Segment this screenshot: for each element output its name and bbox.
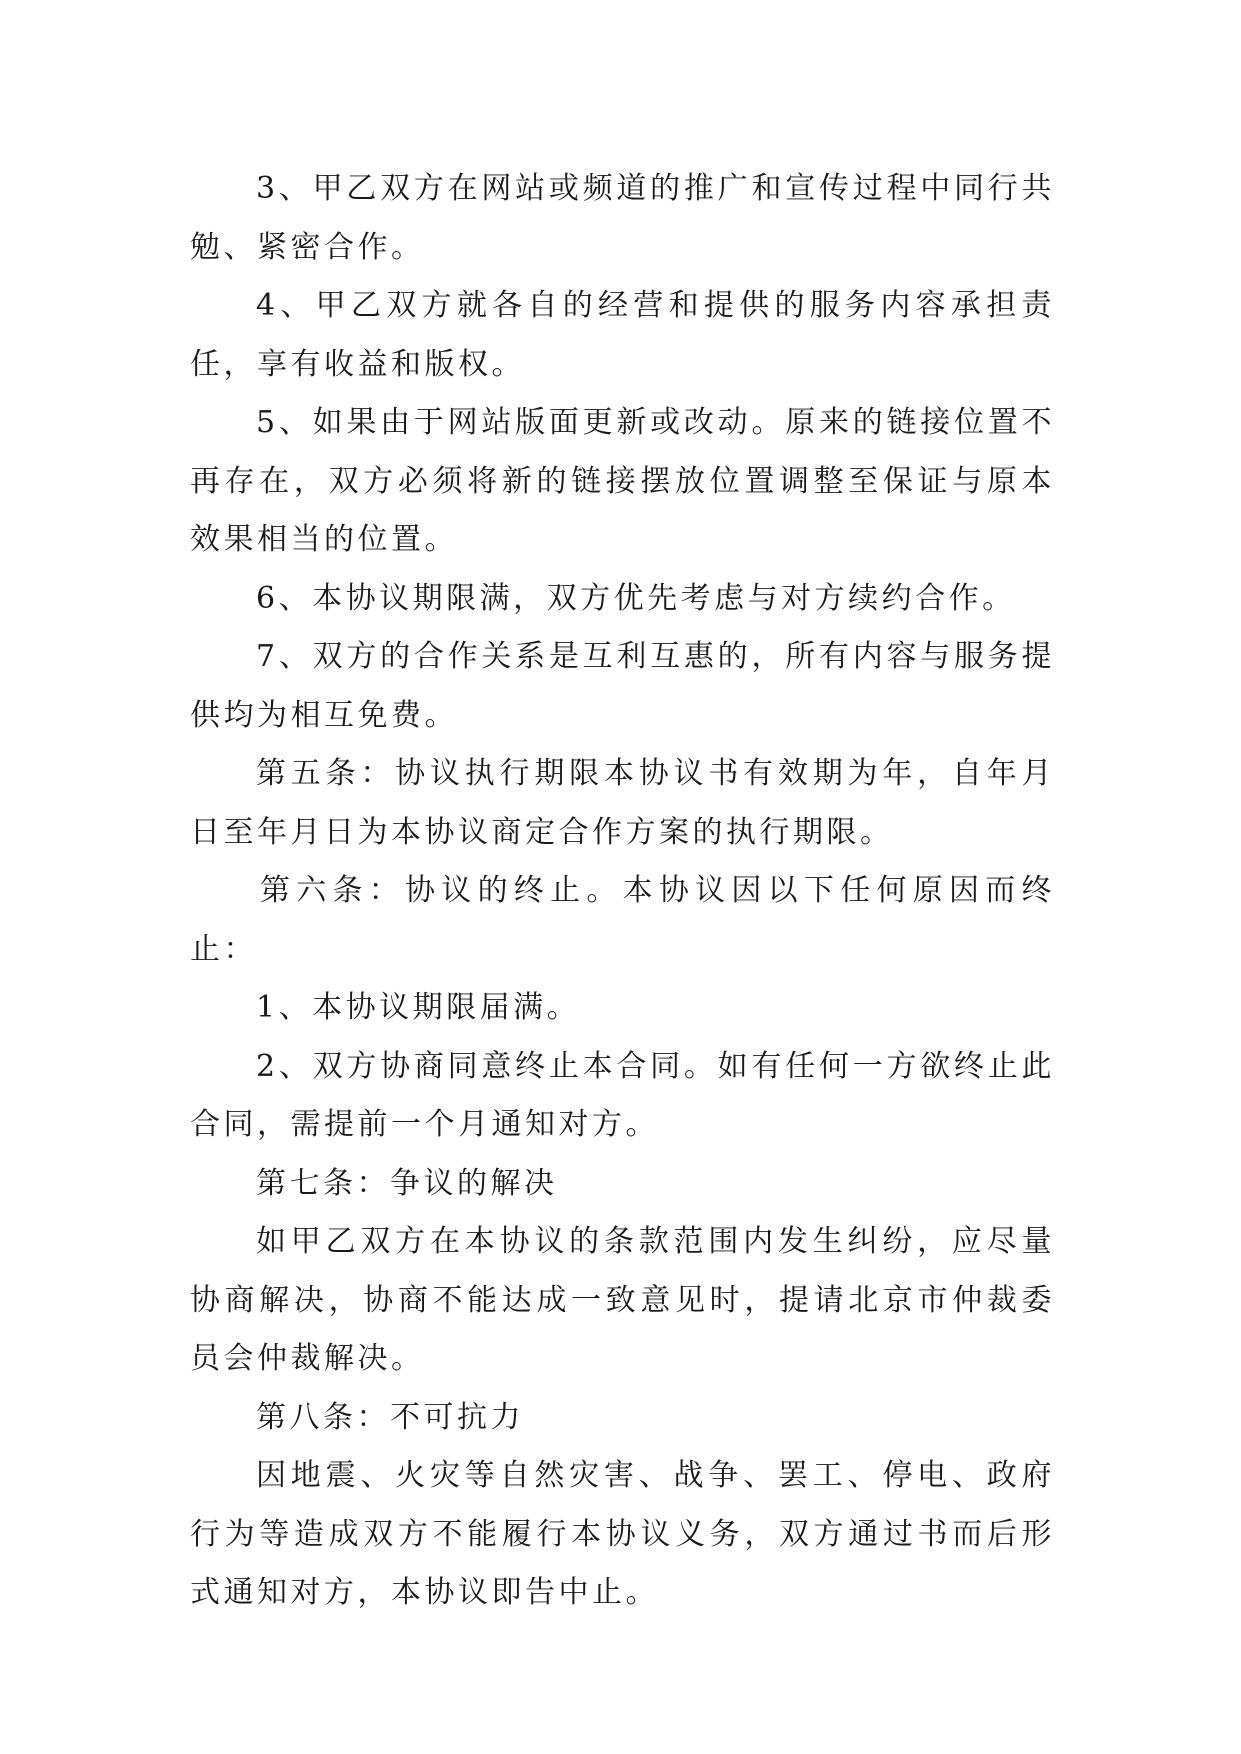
clause-4-paragraph: 4、甲乙双方就各自的经营和提供的服务内容承担责任，享有收益和版权。 [190,288,1055,382]
article-7-heading: 第七条：争议的解决 [256,1165,558,1201]
document-body [190,160,1055,1623]
clause-5-paragraph: 5、如果由于网站版面更新或改动。原来的链接位置不再存在，双方必须将新的链接摆放位置调整至保证与原本效果相当的位置。 [190,405,1055,557]
article-8-force-majeure: 因地震、火灾等自然灾害、战争、罢工、停电、政府行为等造成双方不能履行本协议义务，双方通过书而后形式通知对方，本协议即告中止。 [190,1458,1055,1610]
termination-item-1: 1、本协议期限届满。 [256,990,581,1025]
clause-3-paragraph: 3、甲乙双方在网站或频道的推广和宣传过程中同行共勉、紧密合作。 [190,171,1055,265]
article-5-execution-term: 第五条：协议执行期限本协议书有效期为年，自年月日至年月日为本协议商定合作方案的执行期限。 [190,756,1055,850]
termination-item-2: 2、双方协商同意终止本合同。如有任何一方欲终止此合同，需提前一个月通知对方。 [190,1048,1055,1142]
clause-6-paragraph: 6、本协议期限满，双方优先考虑与对方续约合作。 [256,580,1016,616]
article-6-termination: 第六条：协议的终止。本协议因以下任何原因而终止： [190,873,1055,967]
article-8-heading: 第八条：不可抗力 [256,1399,524,1435]
clause-7-paragraph: 7、双方的合作关系是互利互惠的，所有内容与服务提供均为相互免费。 [190,639,1055,733]
article-7-dispute-resolution: 如甲乙双方在本协议的条款范围内发生纠纷，应尽量协商解决，协商不能达成一致意见时，提请北京市仲裁委员会仲裁解决。 [190,1224,1055,1376]
